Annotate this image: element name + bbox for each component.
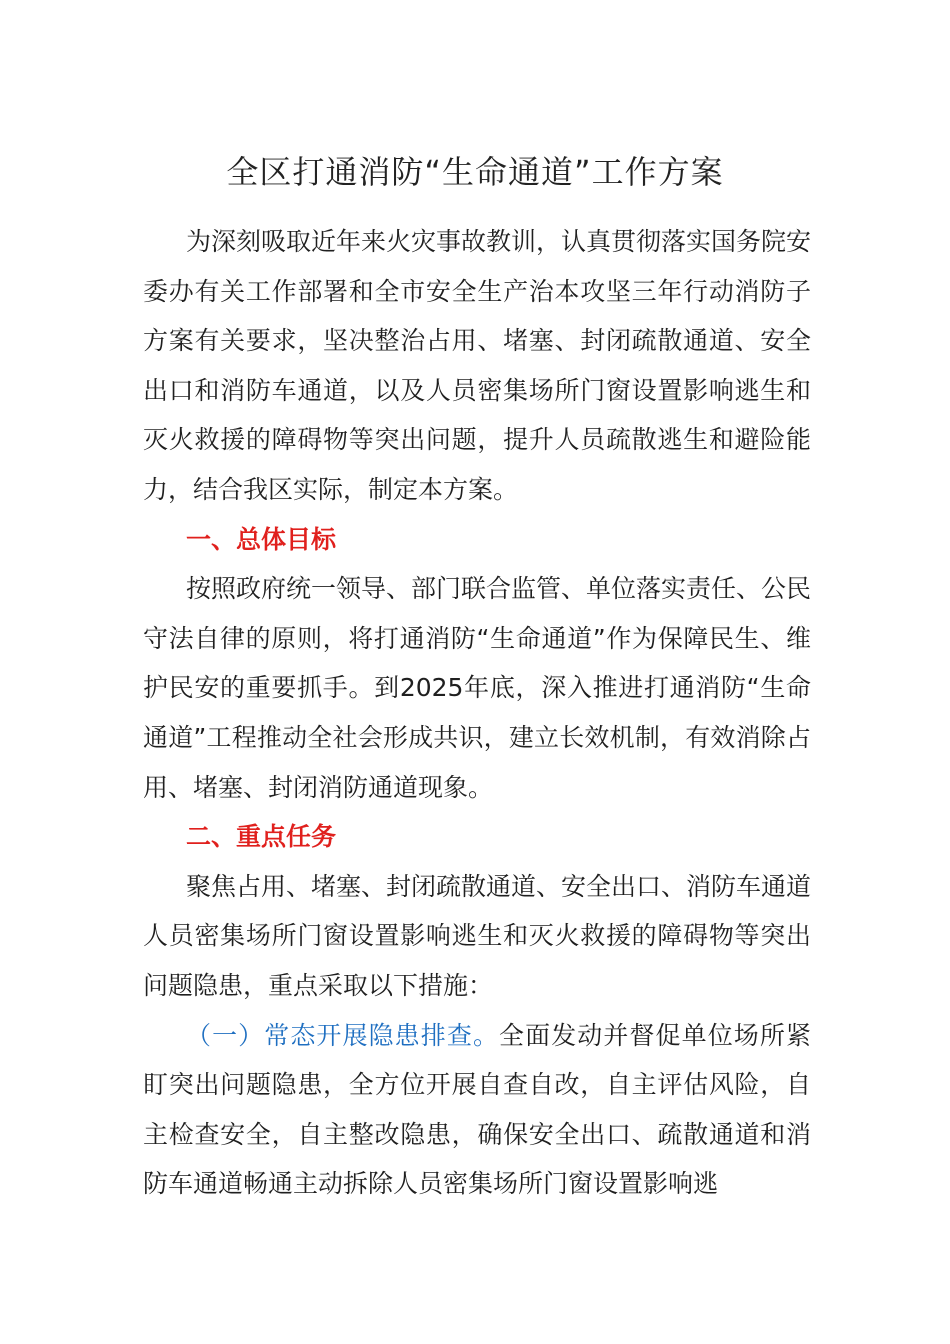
goals-paragraph: 按照政府统一领导、部门联合监管、单位落实责任、公民守法自律的原则，将打通消防“生命通道”作为保障民生、维护民安的重要抓手。到2025年底，深入推进打通消防“生命通道”工程推动全社会形成共识，建立长效机制，有效消除占用、堵塞、封闭消防通道现象。 xyxy=(143,574,812,802)
section-heading-goals: 一、总体目标 xyxy=(186,524,337,554)
item-heading: （一）常态开展隐患排查。 xyxy=(186,1020,500,1050)
document-body xyxy=(143,217,811,1209)
intro-paragraph: 为深刻吸取近年来火灾事故教训，认真贯彻落实国务院安委办有关工作部署和全市安全生产治本攻坚三年行动消防子方案有关要求，坚决整治占用、堵塞、封闭疏散通道、安全出口和消防车通道，以及人员密集场所门窗设置影响逃生和灭火救援的障碍物等突出问题，提升人员疏散逃生和避险能力，结合我区实际，制定本方案。 xyxy=(143,227,812,504)
item-body: 全面发动并督促单位场所紧盯突出问题隐患，全方位开展自查自改，自主评估风险，自主检查安全，自主整改隐患，确保安全出口、疏散通道和消防车通道畅通主动拆除人员密集场所门窗设置影响逃 xyxy=(143,1020,811,1199)
item-paragraph xyxy=(143,1011,811,1209)
tasks-paragraph: 聚焦占用、堵塞、封闭疏散通道、安全出口、消防车通道人员密集场所门窗设置影响逃生和灭火救援的障碍物等突出问题隐患，重点采取以下措施： xyxy=(143,871,812,1000)
section-heading-tasks: 二、重点任务 xyxy=(186,822,337,852)
document-title: 全区打通消防“生命通道”工作方案 xyxy=(226,153,724,191)
